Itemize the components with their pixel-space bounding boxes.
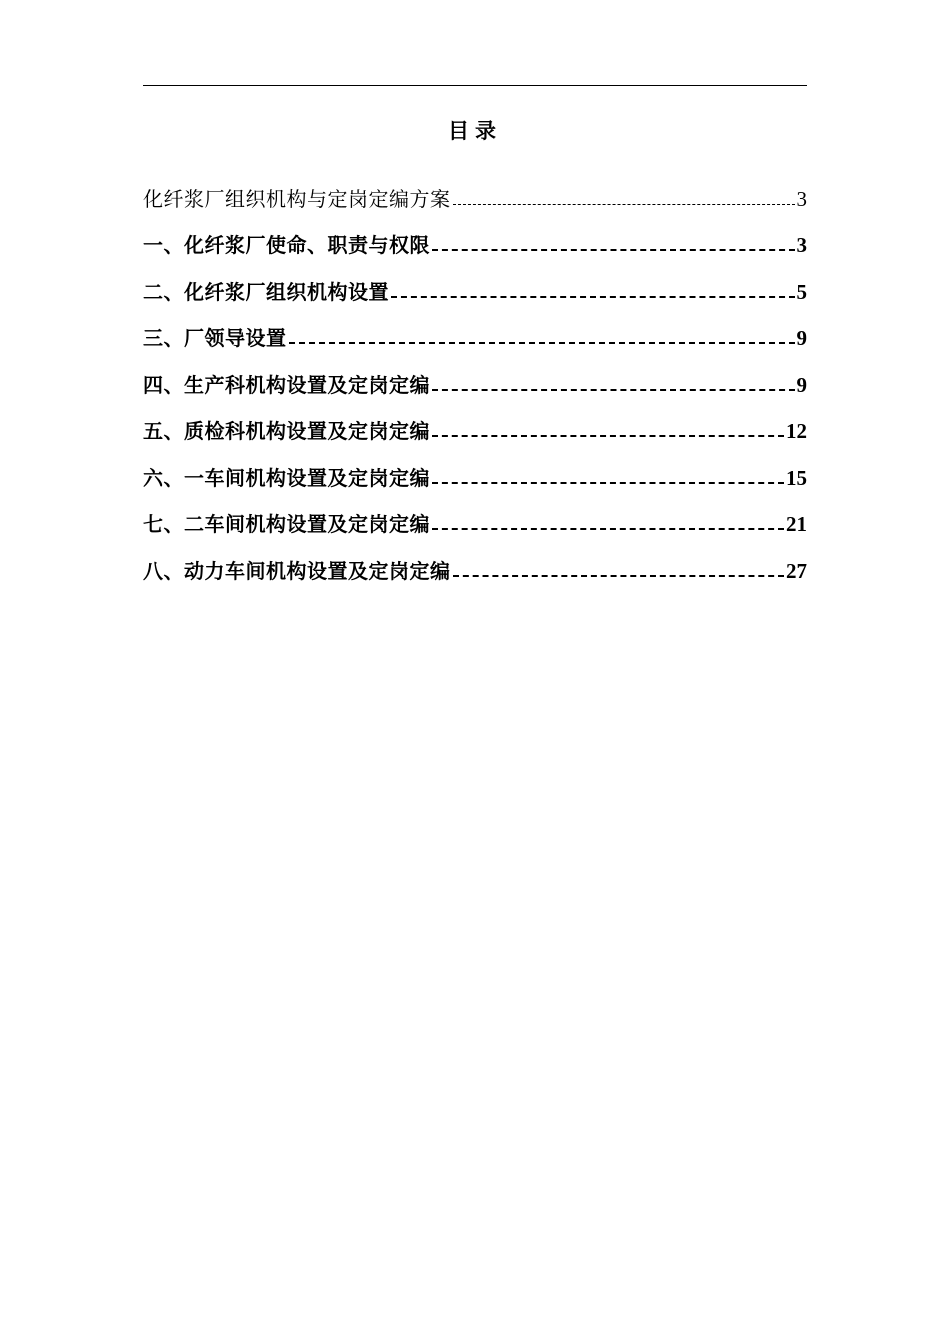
toc-entry-page: 9 [796,372,807,397]
toc-entry-title: 三、厂领导设置 [143,326,287,350]
toc-entry-page: 9 [796,326,807,350]
toc-entry-title: 五、质检科机构设置及定岗定编 [143,419,430,443]
toc-entry[interactable] [143,403,807,450]
toc-entry-page: 3 [796,186,807,211]
toc-entry-page: 21 [786,512,807,536]
dot-leader [432,528,784,530]
header-rule [143,85,807,86]
toc-entry[interactable] [143,263,807,310]
toc-entry-page: 3 [796,233,807,257]
toc-entry-page: 12 [786,419,807,443]
toc-entry[interactable] [143,356,807,403]
toc-list [143,170,807,589]
toc-entry[interactable] [143,170,807,217]
toc-entry-title: 七、二车间机构设置及定岗定编 [143,512,430,536]
dot-leader [432,389,795,391]
dot-leader [453,204,795,205]
dot-leader [391,296,795,298]
toc-entry[interactable] [143,449,807,496]
toc-entry-title: 化纤浆厂组织机构与定岗定编方案 [143,186,451,211]
dot-leader [289,342,795,344]
toc-entry-page: 15 [786,465,807,490]
dot-leader [453,575,785,577]
dot-leader [432,482,784,484]
toc-entry[interactable] [143,310,807,357]
toc-entry[interactable] [143,217,807,264]
dot-leader [432,435,784,437]
toc-entry-title: 一、化纤浆厂使命、职责与权限 [143,233,430,257]
toc-entry-title: 四、生产科机构设置及定岗定编 [143,372,430,397]
toc-entry-title: 二、化纤浆厂组织机构设置 [143,279,389,304]
toc-entry-page: 5 [796,279,807,304]
toc-title: 目录 [448,118,502,143]
toc-entry[interactable] [143,542,807,589]
toc-entry-title: 八、动力车间机构设置及定岗定编 [143,558,451,583]
dot-leader [432,249,795,251]
toc-entry[interactable] [143,496,807,543]
toc-entry-title: 六、一车间机构设置及定岗定编 [143,465,430,490]
toc-entry-page: 27 [786,558,807,583]
